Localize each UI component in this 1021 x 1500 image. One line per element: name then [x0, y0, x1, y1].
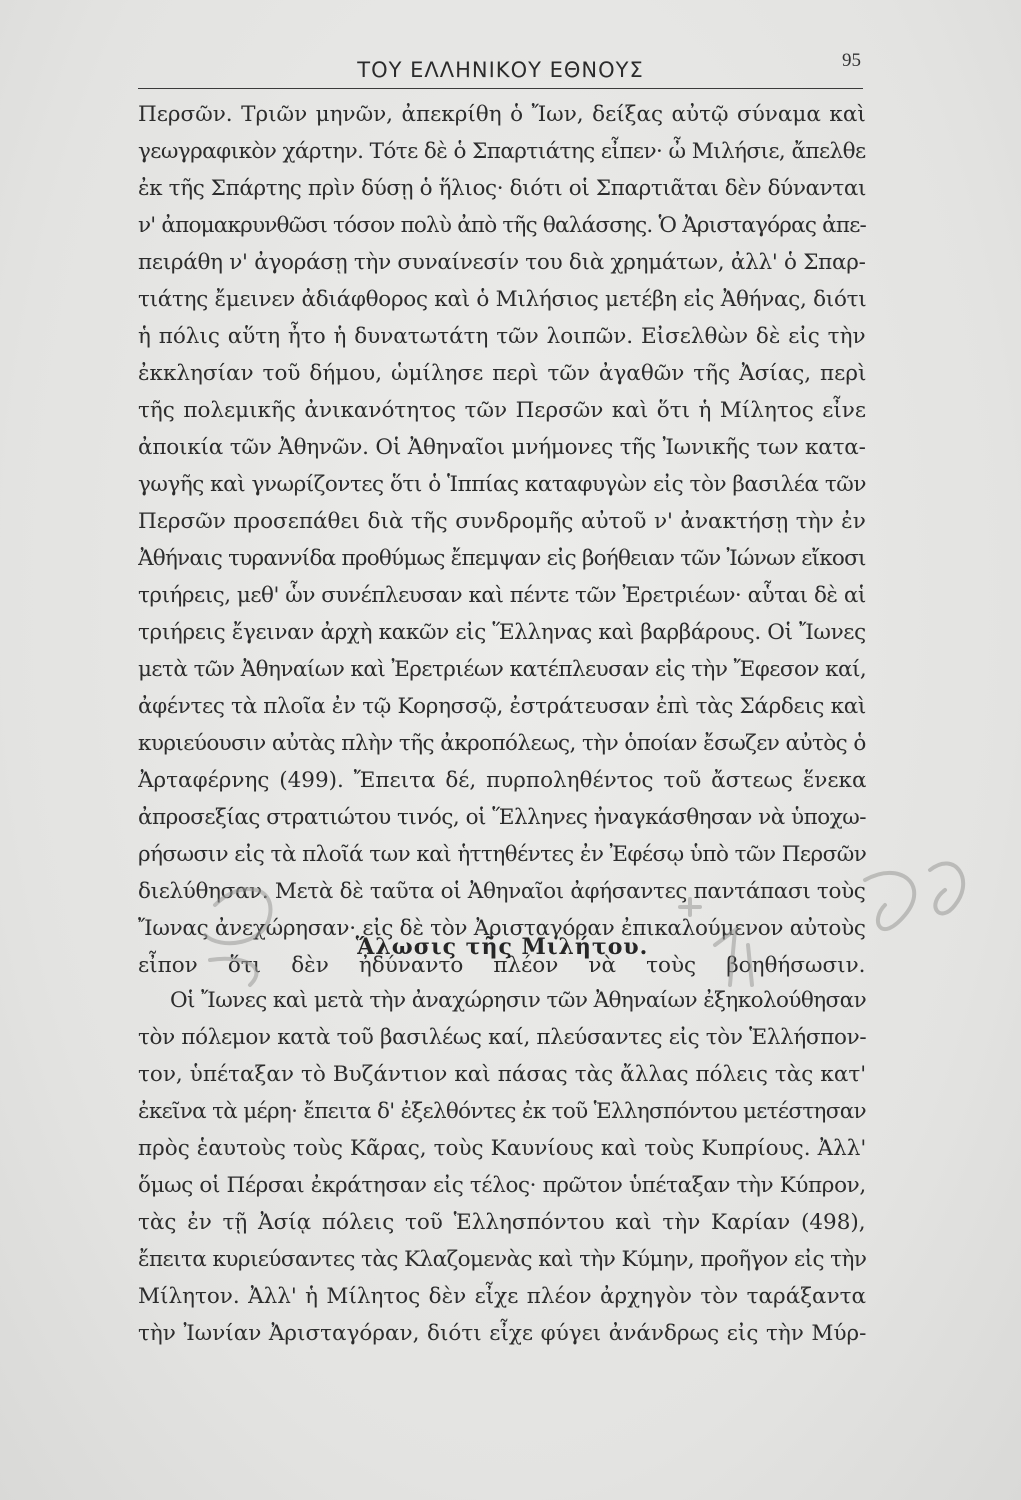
text-line: κυριεύουσιν αὐτὰς πλὴν τῆς ἀκροπόλεως, τὴν ὁποίαν ἔσωζεν αὐτὸς ὁ — [138, 731, 866, 756]
page-number: 95 — [842, 50, 861, 71]
running-header — [138, 48, 863, 89]
body-paragraph — [138, 96, 866, 984]
text-line: ἐκεῖνα τὰ μέρη· ἔπειτα δ' ἐξελθόντες ἐκ τοῦ Ἑλλησπόντου μετέστησαν — [138, 1099, 866, 1124]
running-title: ΤΟΥ ΕΛΛΗΝΙΚΟΥ ΕΘΝΟΥΣ — [357, 58, 644, 82]
text-line: ἔπειτα κυριεύσαντες τὰς Κλαζομενὰς καὶ τὴν Κύμην, προῆγον εἰς τὴν — [138, 1247, 866, 1272]
text-line: ἐκκλησίαν τοῦ δήμου, ὡμίλησε περὶ τῶν ἀγαθῶν τῆς Ἀσίας, περὶ — [138, 361, 866, 386]
text-line: ἀποικία τῶν Ἀθηνῶν. Οἱ Ἀθηναῖοι μνήμονες τῆς Ἰωνικῆς των κατα- — [138, 435, 866, 460]
text-line: ἡ πόλις αὕτη ἦτο ἡ δυνατωτάτη τῶν λοιπῶν. Εἰσελθὼν δὲ εἰς τὴν — [138, 324, 866, 349]
text-line: ὅμως οἱ Πέρσαι ἐκράτησαν εἰς τέλος· πρῶτον ὑπέταξαν τὴν Κύπρον, — [138, 1173, 866, 1198]
text-line: Ἴωνας ἀνεχώρησαν· εἰς δὲ τὸν Ἀρισταγόραν ἐπικαλούμενον αὐτοὺς — [138, 916, 866, 941]
text-line: Περσῶν. Τριῶν μηνῶν, ἀπεκρίθη ὁ Ἴων, δείξας αὐτῷ σύναμα καὶ — [138, 102, 866, 127]
text-line: εἶπον ὅτι δὲν ἠδύναντο πλέον νὰ τοὺς βοηθήσωσιν. — [138, 953, 866, 978]
text-line: τον, ὑπέταξαν τὸ Βυζάντιον καὶ πάσας τὰς ἄλλας πόλεις τὰς κατ' — [138, 1062, 866, 1087]
text-line: ἐκ τῆς Σπάρτης πρὶν δύσῃ ὁ ἥλιος· διότι οἱ Σπαρτιᾶται δὲν δύνανται — [138, 176, 866, 201]
text-line: τριήρεις ἔγειναν ἀρχὴ κακῶν εἰς Ἕλληνας καὶ βαρβάρους. Οἱ Ἴωνες — [138, 620, 866, 645]
text-line: διελύθησαν. Μετὰ δὲ ταῦτα οἱ Ἀθηναῖοι ἀφήσαντες παντάπασι τοὺς — [138, 879, 866, 904]
text-line: γεωγραφικὸν χάρτην. Τότε δὲ ὁ Σπαρτιάτης εἶπεν· ὦ Μιλήσιε, ἄπελθε — [138, 139, 866, 164]
text-line: τὴν Ἰωνίαν Ἀρισταγόραν, διότι εἶχε φύγει ἀνάνδρως εἰς τὴν Μύρ- — [138, 1321, 866, 1346]
text-line: Μίλητον. Ἀλλ' ἡ Μίλητος δὲν εἶχε πλέον ἀρχηγὸν τὸν ταράξαντα — [138, 1284, 866, 1309]
text-line: ρήσωσιν εἰς τὰ πλοῖά των καὶ ἡττηθέντες ἐν Ἐφέσῳ ὑπὸ τῶν Περσῶν — [138, 842, 866, 867]
section-heading: Ἅλωσις τῆς Μιλήτου. — [355, 934, 649, 960]
body-paragraph — [138, 982, 866, 1352]
text-line: τιάτης ἔμεινεν ἀδιάφθορος καὶ ὁ Μιλήσιος μετέβη εἰς Ἀθήνας, διότι — [138, 287, 866, 312]
text-line: Οἱ Ἴωνες καὶ μετὰ τὴν ἀναχώρησιν τῶν Ἀθηναίων ἐξηκολούθησαν — [170, 988, 866, 1013]
text-line: πρὸς ἑαυτοὺς τοὺς Κᾶρας, τοὺς Καυνίους καὶ τοὺς Κυπρίους. Ἀλλ' — [138, 1136, 866, 1161]
text-line: ν' ἀπομακρυνθῶσι τόσον πολὺ ἀπὸ τῆς θαλάσσης. Ὁ Ἀρισταγόρας ἀπε- — [138, 213, 866, 238]
text-line: Περσῶν προσεπάθει διὰ τῆς συνδρομῆς αὐτοῦ ν' ἀνακτήσῃ τὴν ἐν — [138, 509, 866, 534]
text-line: μετὰ τῶν Ἀθηναίων καὶ Ἐρετριέων κατέπλευσαν εἰς τὴν Ἔφεσον καί, — [138, 657, 866, 682]
text-line: Ἀρταφέρνης (499). Ἔπειτα δέ, πυρποληθέντος τοῦ ἄστεως ἕνεκα — [138, 768, 866, 793]
text-line: ἀφέντες τὰ πλοῖα ἐν τῷ Κορησσῷ, ἐστράτευσαν ἐπὶ τὰς Σάρδεις καὶ — [138, 694, 866, 719]
text-line: τὰς ἐν τῇ Ἀσίᾳ πόλεις τοῦ Ἑλλησπόντου καὶ τὴν Καρίαν (498), — [138, 1210, 866, 1235]
text-line: τῆς πολεμικῆς ἀνικανότητος τῶν Περσῶν καὶ ὅτι ἡ Μίλητος εἶνε — [138, 398, 866, 423]
text-line: Ἀθήναις τυραννίδα προθύμως ἔπεμψαν εἰς βοήθειαν τῶν Ἰώνων εἴκοσι — [138, 546, 866, 571]
text-line: γωγῆς καὶ γνωρίζοντες ὅτι ὁ Ἱππίας καταφυγὼν εἰς τὸν βασιλέα τῶν — [138, 472, 866, 497]
text-line: τριήρεις, μεθ' ὧν συνέπλευσαν καὶ πέντε τῶν Ἐρετριέων· αὗται δὲ αἱ — [138, 583, 866, 608]
text-line: ἀπροσεξίας στρατιώτου τινός, οἱ Ἕλληνες ἠναγκάσθησαν νὰ ὑποχω- — [138, 805, 866, 830]
text-line: πειράθη ν' ἀγοράσῃ τὴν συναίνεσίν του διὰ χρημάτων, ἀλλ' ὁ Σπαρ- — [138, 250, 866, 275]
text-line: τὸν πόλεμον κατὰ τοῦ βασιλέως καί, πλεύσαντες εἰς τὸν Ἑλλήσπον- — [138, 1025, 866, 1050]
